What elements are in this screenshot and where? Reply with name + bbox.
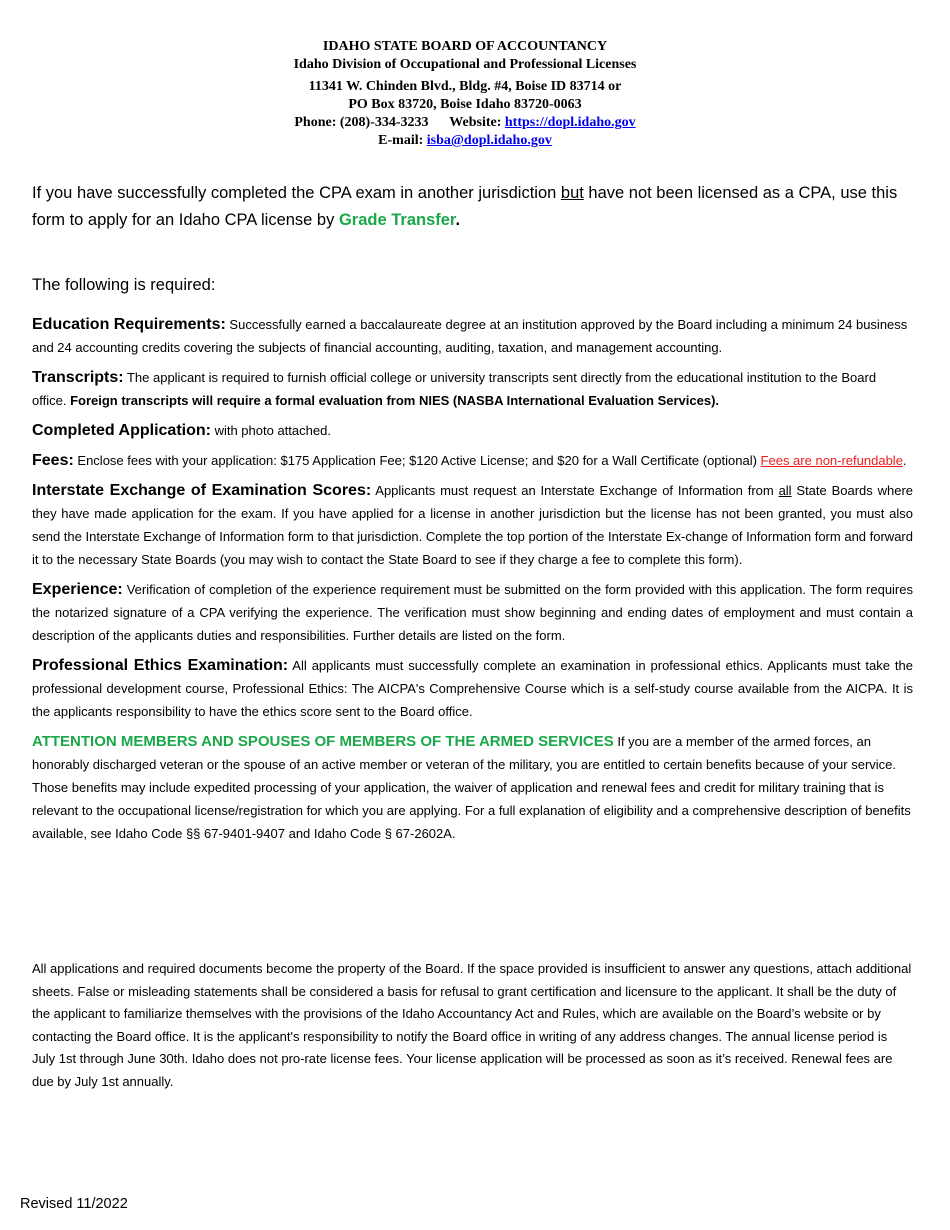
education-text: Successfully earned a baccalaureate degree at an institution approved by the Board including a minimum 24 business and 24 accounting credits covering the subjects of financial accounting, auditing, taxation, and management accounting. [32, 317, 908, 355]
section-education [32, 313, 913, 359]
division-name: Idaho Division of Occupational and Professional Licenses [293, 57, 637, 72]
board-name: IDAHO STATE BOARD OF ACCOUNTANCY [322, 39, 608, 54]
fees-text: Enclose fees with your application: $175 Application Fee; $120 Active License; and $20 for a Wall Certificate (optional) [73, 453, 761, 468]
address-line-1: 11341 W. Chinden Blvd., Bldg. #4, Boise ID 83714 or [308, 79, 622, 94]
section-interstate [32, 479, 913, 571]
ethics-heading: Professional Ethics Examination: [32, 657, 289, 674]
address-line-2: PO Box 83720, Boise Idaho 83720-0063 [348, 97, 582, 112]
letterhead [0, 38, 930, 150]
section-armed-services [32, 730, 913, 845]
experience-heading: Experience: [32, 581, 123, 598]
intro-paragraph [32, 180, 912, 234]
experience-text: Verification of completion of the experience requirement must be submitted on the form provided with this application. The form requires the notarized signature of a CPA verifying the experience. The verification must show beginning and ending dates of employment and must contain a description of the applicants duties and responsibilities. Further details are listed on the form. [32, 582, 913, 643]
section-application [32, 419, 913, 442]
fees-heading: Fees: [32, 452, 74, 469]
foreign-transcripts-note: Foreign transcripts will require a formal evaluation from NIES (NASBA International Evaluation Services). [70, 393, 720, 408]
website-label: Website: [449, 115, 502, 130]
application-heading: Completed Application: [32, 422, 211, 439]
interstate-all: all [778, 483, 792, 498]
phone-text: Phone: (208)-334-3233 [294, 115, 429, 130]
education-heading: Education Requirements: [32, 316, 226, 333]
required-intro: The following is required: [32, 276, 216, 294]
intro-period: . [455, 211, 461, 229]
section-transcripts [32, 366, 913, 412]
requirements-list [32, 313, 913, 852]
intro-text-2: have not been licensed as a CPA, use this form to apply for an Idaho CPA license by [32, 184, 898, 229]
section-experience [32, 578, 913, 647]
fees-non-refundable: Fees are non-refundable [760, 453, 903, 468]
email-line [0, 132, 930, 150]
application-text: with photo attached. [210, 423, 331, 438]
email-label: E-mail: [378, 133, 424, 148]
revision-date: Revised 11/2022 [20, 1196, 128, 1212]
transcripts-heading: Transcripts: [32, 369, 124, 386]
contact-line [0, 114, 930, 132]
interstate-heading: Interstate Exchange of Examination Scores: [32, 482, 372, 499]
website-link[interactable]: https://dopl.idaho.gov [504, 115, 636, 130]
transcripts-text: The applicant is required to furnish official college or university transcripts sent directly from the educational institution to the Board office. [32, 370, 877, 408]
interstate-text-2: State Boards where they have made application for the exam. If you have applied for a license in another jurisdiction but the license has not been granted, you must also send the Interstate Exchange of Information form to that jurisdiction. Complete the top portion of the Interstate Ex-change of Information form and forward it to the necessary State Boards (you may wish to contact the State Board to see if they charge a fee to complete this form). [32, 483, 913, 567]
section-fees [32, 449, 913, 472]
fees-end: . [902, 453, 907, 468]
email-link[interactable]: isba@dopl.idaho.gov [426, 133, 552, 148]
closing-paragraph: All applications and required documents become the property of the Board. If the space provided is insufficient to answer any questions, attach additional sheets. False or misleading statements shall be considered a basis for refusal to grant certification and licensure to the applicant. It shall be the duty of the applicant to familiarize themselves with the provisions of the Idaho Accountancy Act and Rules, which are available on the Board’s website or by contacting the Board office. It is the applicant's responsibility to notify the Board office in writing of any address changes. The annual license period is July 1st through June 30th. Idaho does not pro-rate license fees. Your license application will be processed as soon as it’s received. Renewal fees are due by July 1st annually. [32, 961, 912, 1089]
intro-text-1: If you have successfully completed the CPA exam in another jurisdiction [32, 184, 561, 202]
armed-services-heading: ATTENTION MEMBERS AND SPOUSES OF MEMBERS OF THE ARMED SERVICES [32, 733, 614, 750]
grade-transfer-label: Grade Transfer [338, 211, 456, 229]
interstate-text-1: Applicants must request an Interstate Exchange of Information from [371, 483, 779, 498]
intro-but: but [560, 184, 584, 202]
ethics-text: All applicants must successfully complete an examination in professional ethics. Applicants must take the professional development course, Professional Ethics: The AICPA's Comprehensive Course which is a self-study course available from the AICPA. It is the applicants responsibility to have the ethics score sent to the Board office. [32, 658, 913, 719]
section-ethics [32, 654, 913, 723]
armed-services-text: If you are a member of the armed forces, an honorably discharged veteran or the spouse of an active member or veteran of the military, you are entitled to certain benefits because of your service. Those benefits may include expedited processing of your application, the waiver of application and renewal fees and credit for military training that is relevant to the occupational license/registration for which you are applying. For a full explanation of eligibility and a comprehensive description of benefits available, see Idaho Code §§ 67-9401-9407 and Idaho Code § 67-2602A. [32, 734, 911, 841]
